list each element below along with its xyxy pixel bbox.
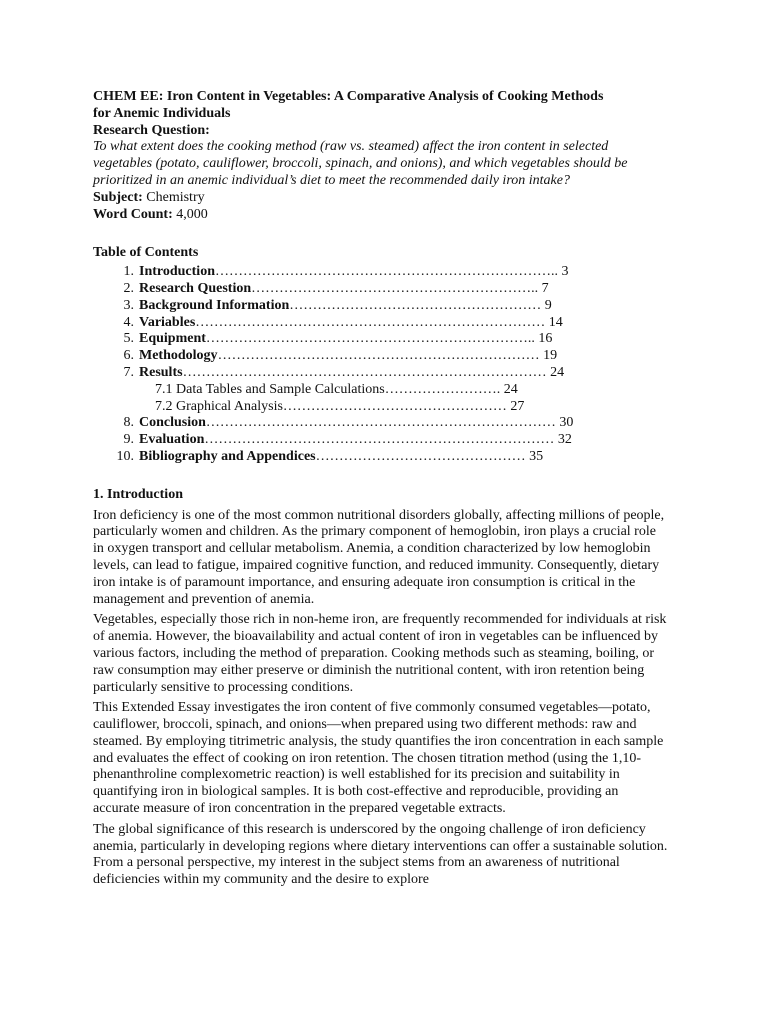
research-question-text: To what extent does the cooking method (raw vs. steamed) affect the iron content in selected vegetables (potato, cauliflower, broccoli, spinach, and onions), and which vegetables should be prioritized in an anemic individual’s diet to meet the recommended daily iron intake?: [93, 139, 628, 188]
word-count-line: [93, 207, 668, 224]
toc-subitem-graphical-analysis[interactable]: [93, 399, 668, 416]
toc-item-number: 7.: [123, 364, 134, 380]
toc-item-page: ……………………………………… 35: [315, 448, 544, 464]
toc-item-title: Research Question: [139, 280, 252, 296]
toc-item-conclusion[interactable]: [93, 415, 668, 432]
toc-item-page: …………………………………………………….. 7: [251, 280, 549, 296]
toc-item-number: 3.: [123, 297, 134, 313]
subject-value: Chemistry: [142, 189, 205, 205]
toc-item-equipment[interactable]: [93, 331, 668, 348]
toc-item-title: Variables: [139, 314, 196, 330]
introduction-heading: 1. Introduction: [93, 486, 183, 502]
toc-item-title: Methodology: [139, 348, 218, 364]
toc-subitem-title: 7.2 Graphical Analysis: [155, 398, 283, 414]
toc-subitem-page: ………………………………………… 27: [282, 398, 525, 414]
toc-item-number: 4.: [123, 314, 134, 330]
toc-item-title: Conclusion: [139, 415, 206, 431]
toc-item-research-question[interactable]: [93, 281, 668, 298]
introduction-paragraph-4: The global significance of this research is underscored by the ongoing challenge of iron deficiency anemia, particularly in developing regions where dietary interventions can offer a sustainable solution. From a personal perspective, my interest in the subject stems from an awareness of nutritional deficiencies within my community and the desire to explore: [93, 821, 668, 888]
toc-item-number: 6.: [123, 348, 134, 364]
toc-item-title: Evaluation: [139, 432, 205, 448]
toc-item-number: 9.: [123, 432, 134, 448]
introduction-paragraph-1: Iron deficiency is one of the most common nutritional disorders globally, affecting millions of people, particularly women and children. As the primary component of hemoglobin, iron plays a crucial role in oxygen transport and cellular metabolism. Anemia, a condition characterized by low hemoglobin levels, can lead to fatigue, impaired cognitive function, and reduced immunity. Consequently, dietary iron intake is of paramount importance, and ensuring adequate iron consumption is critical in the management and prevention of anemia.: [93, 507, 665, 607]
toc-item-number: 8.: [123, 415, 134, 431]
toc-item-title: Background Information: [139, 297, 290, 313]
introduction-section: [93, 487, 668, 889]
toc-item-evaluation[interactable]: [93, 432, 668, 449]
essay-title: [93, 89, 668, 123]
toc-item-results[interactable]: [93, 365, 668, 382]
word-count-label: Word Count:: [93, 206, 173, 222]
essay-title-line-2: for Anemic Individuals: [93, 105, 231, 121]
toc-item-number: 2.: [123, 280, 134, 296]
toc-item-bibliography[interactable]: [93, 449, 668, 466]
toc-item-page: ………………………………………………………………… 30: [205, 415, 574, 431]
toc-item-variables[interactable]: [93, 315, 668, 332]
toc-item-page: …………………………………………………………….. 16: [205, 331, 553, 347]
toc-item-title: Introduction: [139, 264, 215, 280]
toc-subitem-page: ……………………. 24: [384, 381, 518, 397]
toc-item-number: 10.: [116, 448, 134, 464]
toc-item-page: ………………………………………………………………… 14: [195, 314, 563, 330]
essay-title-line-1: CHEM EE: Iron Content in Vegetables: A Comparative Analysis of Cooking Methods: [93, 89, 604, 104]
essay-header: [93, 89, 668, 223]
toc-item-page: ……………………………………………………………….. 3: [214, 264, 569, 280]
subject-label: Subject:: [93, 189, 143, 205]
subject-line: [93, 190, 668, 207]
word-count-value: 4,000: [172, 206, 208, 222]
toc-item-title: Equipment: [139, 331, 206, 347]
toc-item-title: Bibliography and Appendices: [139, 448, 316, 464]
toc-heading: Table of Contents: [93, 245, 199, 261]
toc-subitem-title: 7.1 Data Tables and Sample Calculations: [155, 381, 385, 397]
introduction-paragraph-3: This Extended Essay investigates the iron content of five commonly consumed vegetables—potato, cauliflower, broccoli, spinach, and onions—when prepared using two different methods: raw and steamed. By employing titrimetric analysis, the study quantifies the iron concentration in each sample and evaluates the effect of cooking on iron retention. The chosen titration method (using the 1,10-phenanthroline complexometric reaction) is well established for its precision and suitability in quantifying iron in biological samples. It is both cost-effective and reproducible, providing an accurate measure of iron concentration in the prepared vegetable extracts.: [93, 700, 664, 817]
toc-item-methodology[interactable]: [93, 348, 668, 365]
toc-item-background-information[interactable]: [93, 298, 668, 315]
toc-item-number: 1.: [123, 264, 134, 280]
toc-item-introduction[interactable]: [93, 264, 668, 281]
toc-item-title: Results: [139, 364, 183, 380]
toc-item-page: …………………………………………………………… 19: [217, 348, 558, 364]
toc-item-page: …………………………………………………………………… 24: [182, 364, 565, 380]
introduction-paragraph-2: Vegetables, especially those rich in non-heme iron, are frequently recommended for individuals at risk of anemia. However, the bioavailability and actual content of iron in vegetables can be influenced by various factors, including the method of preparation. Cooking methods such as steaming, boiling, or raw consumption may either preserve or diminish the nutritional content, with iron retention being particularly sensitive to processing conditions.: [93, 612, 667, 695]
toc-item-page: ……………………………………………… 9: [289, 297, 552, 313]
toc-subitem-data-tables[interactable]: [93, 382, 668, 399]
table-of-contents: [93, 245, 668, 465]
toc-item-page: ………………………………………………………………… 32: [204, 432, 572, 448]
toc-list: [93, 264, 668, 466]
toc-item-number: 5.: [123, 331, 134, 347]
spacer: [93, 223, 668, 245]
research-question-label: Research Question:: [93, 122, 210, 138]
